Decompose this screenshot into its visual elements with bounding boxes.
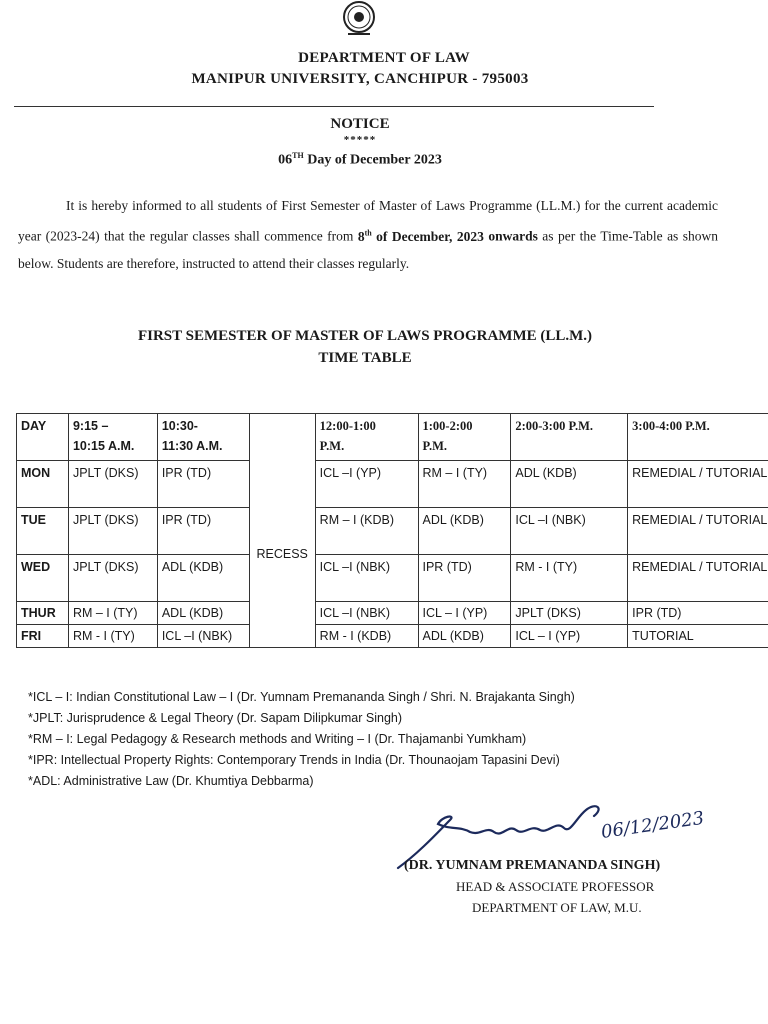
recess-cell: RECESS (249, 461, 315, 648)
slot-cell: TUTORIAL (628, 625, 768, 648)
slot-cell: IPR (TD) (628, 602, 768, 625)
slot-cell: IPR (TD) (157, 461, 249, 508)
signatory-designation: HEAD & ASSOCIATE PROFESSOR (456, 879, 655, 894)
header-day: DAY (17, 414, 69, 461)
slot-cell: IPR (TD) (157, 508, 249, 555)
slot-cell: RM – I (KDB) (315, 508, 418, 555)
slot-cell: ADL (KDB) (157, 602, 249, 625)
slot-cell: JPLT (DKS) (68, 461, 157, 508)
table-row (17, 508, 768, 555)
day-cell: TUE (17, 508, 69, 555)
notice-date: 06TH Day of December 2023 (278, 151, 442, 168)
day-cell: THUR (17, 602, 69, 625)
department-heading: DEPARTMENT OF LAW (298, 50, 470, 66)
slot-cell: ICL –I (NBK) (511, 508, 628, 555)
slot-cell: ICL –I (NBK) (315, 602, 418, 625)
timetable-header-row (17, 414, 768, 461)
day-cell: WED (17, 555, 69, 602)
header-slot-3: 12:00-1:00 P.M. (315, 414, 418, 461)
header-recess-blank (249, 414, 315, 461)
slot-cell: JPLT (DKS) (511, 602, 628, 625)
table-row (17, 555, 768, 602)
slot-cell: ICL – I (YP) (418, 602, 511, 625)
slot-cell: REMEDIAL / TUTORIAL (628, 461, 768, 508)
course-legend (28, 687, 575, 792)
legend-item: *ADL: Administrative Law (Dr. Khumtiya Debbarma) (28, 774, 314, 788)
slot-cell: JPLT (DKS) (68, 508, 157, 555)
header-slot-2: 10:30- 11:30 A.M. (157, 414, 249, 461)
slot-cell: ADL (KDB) (418, 625, 511, 648)
slot-cell: REMEDIAL / TUTORIAL (628, 555, 768, 602)
legend-item: *IPR: Intellectual Property Rights: Contemporary Trends in India (Dr. Thounaojam Tapasini Devi) (28, 753, 560, 767)
table-row (17, 625, 768, 648)
slot-cell: IPR (TD) (418, 555, 511, 602)
university-heading: MANIPUR UNIVERSITY, CANCHIPUR - 795003 (191, 71, 529, 87)
header-divider (14, 106, 654, 107)
slot-cell: RM – I (TY) (418, 461, 511, 508)
header-slot-4: 1:00-2:00 P.M. (418, 414, 511, 461)
timetable-subtitle: TIME TABLE (318, 350, 412, 366)
slot-cell: ADL (KDB) (511, 461, 628, 508)
notice-title: NOTICE (330, 116, 390, 132)
slot-cell: ICL –I (NBK) (157, 625, 249, 648)
legend-item: *ICL – I: Indian Constitutional Law – I (Dr. Yumnam Premananda Singh / Shri. N. Brajakanta Singh) (28, 690, 575, 704)
slot-cell: RM - I (TY) (68, 625, 157, 648)
slot-cell: RM - I (KDB) (315, 625, 418, 648)
legend-item: *RM – I: Legal Pedagogy & Research methods and Writing – I (Dr. Thajamanbi Yumkham) (28, 732, 527, 746)
legend-item: *JPLT: Jurisprudence & Legal Theory (Dr. Sapam Dilipkumar Singh) (28, 711, 403, 725)
header-slot-1: 9:15 – 10:15 A.M. (68, 414, 157, 461)
timetable-title: FIRST SEMESTER OF MASTER OF LAWS PROGRAMME (LL.M.) (137, 328, 593, 344)
day-cell: FRI (17, 625, 69, 648)
signatory-department: DEPARTMENT OF LAW, M.U. (472, 900, 642, 915)
slot-cell: ICL – I (YP) (511, 625, 628, 648)
university-emblem (334, 0, 384, 42)
header-slot-6: 3:00-4:00 P.M. (628, 414, 768, 461)
slot-cell: ADL (KDB) (157, 555, 249, 602)
table-row (17, 461, 768, 508)
header-slot-5: 2:00-3:00 P.M. (511, 414, 628, 461)
notice-stars: ***** (343, 134, 377, 146)
slot-cell: ICL –I (YP) (315, 461, 418, 508)
slot-cell: RM - I (TY) (511, 555, 628, 602)
slot-cell: ADL (KDB) (418, 508, 511, 555)
timetable (16, 413, 768, 648)
signature-date: 06/12/2023 (599, 807, 706, 843)
slot-cell: REMEDIAL / TUTORIAL (628, 508, 768, 555)
slot-cell: RM – I (TY) (68, 602, 157, 625)
table-row (17, 602, 768, 625)
slot-cell: JPLT (DKS) (68, 555, 157, 602)
signatory-name: (DR. YUMNAM PREMANANDA SINGH) (404, 858, 661, 873)
day-cell: MON (17, 461, 69, 508)
slot-cell: ICL –I (NBK) (315, 555, 418, 602)
notice-body: It is hereby informed to all students of First Semester of Master of Laws Programme (LL.M.) for the current academic year (2023-24) that the regular classes shall commence from 8th of December, 2023 onwards as per the Time-Table as shown below. Students are therefore, instructed to attend their classes regularly. (18, 198, 719, 271)
